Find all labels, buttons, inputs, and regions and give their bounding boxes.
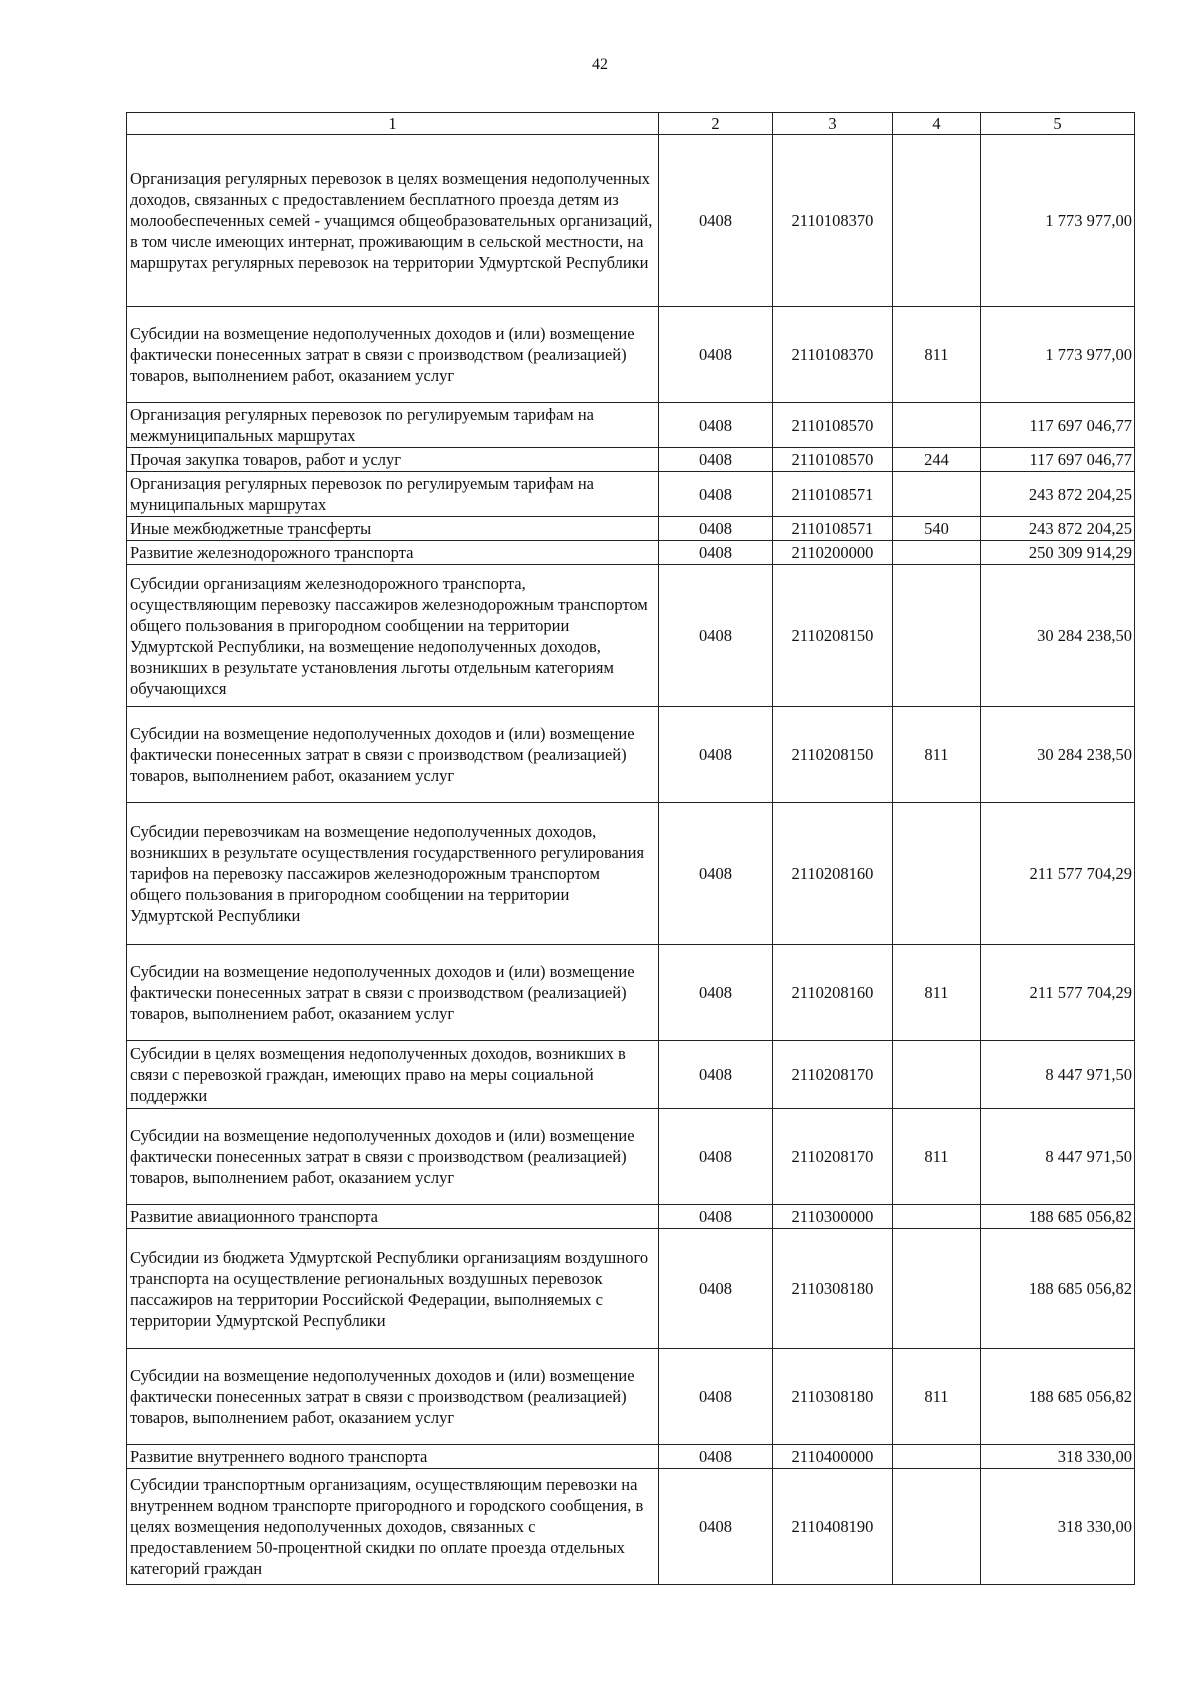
row-expense-type: 811 bbox=[893, 707, 981, 803]
row-section-code: 0408 bbox=[659, 541, 773, 565]
row-section-code: 0408 bbox=[659, 1349, 773, 1445]
table-row bbox=[127, 707, 1135, 803]
row-description: Развитие внутреннего водного транспорта bbox=[127, 1445, 659, 1469]
row-target-article: 2110108370 bbox=[773, 307, 893, 403]
row-expense-type: 540 bbox=[893, 517, 981, 541]
table-row bbox=[127, 1469, 1135, 1585]
row-section-code: 0408 bbox=[659, 565, 773, 707]
table-row bbox=[127, 803, 1135, 945]
row-amount: 243 872 204,25 bbox=[981, 472, 1135, 517]
row-description: Субсидии на возмещение недополученных доходов и (или) возмещение фактически понесенных затрат в связи с производством (реализацией) товаров, выполнением работ, оказанием услуг bbox=[127, 945, 659, 1041]
row-description: Прочая закупка товаров, работ и услуг bbox=[127, 448, 659, 472]
row-expense-type: 811 bbox=[893, 945, 981, 1041]
row-section-code: 0408 bbox=[659, 1469, 773, 1585]
row-target-article: 2110308180 bbox=[773, 1349, 893, 1445]
row-expense-type bbox=[893, 1445, 981, 1469]
row-target-article: 2110208160 bbox=[773, 945, 893, 1041]
table-row bbox=[127, 307, 1135, 403]
row-amount: 211 577 704,29 bbox=[981, 945, 1135, 1041]
row-amount: 1 773 977,00 bbox=[981, 135, 1135, 307]
table-row bbox=[127, 135, 1135, 307]
row-description: Развитие авиационного транспорта bbox=[127, 1205, 659, 1229]
row-target-article: 2110108570 bbox=[773, 448, 893, 472]
row-section-code: 0408 bbox=[659, 1205, 773, 1229]
row-target-article: 2110208160 bbox=[773, 803, 893, 945]
row-target-article: 2110108571 bbox=[773, 517, 893, 541]
row-description: Субсидии организациям железнодорожного транспорта, осуществляющим перевозку пассажиров железнодорожным транспортом общего пользования в пригородном сообщении на территории Удмуртской Республики, на возмещение недополученных доходов, возникших в результате установления льготы отдельным категориям обучающихся bbox=[127, 565, 659, 707]
row-expense-type: 811 bbox=[893, 1349, 981, 1445]
row-description: Организация регулярных перевозок по регулируемым тарифам на межмуниципальных маршрутах bbox=[127, 403, 659, 448]
header-col-4: 4 bbox=[893, 113, 981, 135]
row-expense-type bbox=[893, 1041, 981, 1109]
row-amount: 30 284 238,50 bbox=[981, 707, 1135, 803]
row-expense-type bbox=[893, 472, 981, 517]
row-section-code: 0408 bbox=[659, 1445, 773, 1469]
row-target-article: 2110400000 bbox=[773, 1445, 893, 1469]
row-section-code: 0408 bbox=[659, 403, 773, 448]
table-row bbox=[127, 472, 1135, 517]
header-col-3: 3 bbox=[773, 113, 893, 135]
row-amount: 188 685 056,82 bbox=[981, 1349, 1135, 1445]
row-amount: 211 577 704,29 bbox=[981, 803, 1135, 945]
table-row bbox=[127, 1205, 1135, 1229]
row-description: Субсидии на возмещение недополученных доходов и (или) возмещение фактически понесенных затрат в связи с производством (реализацией) товаров, выполнением работ, оказанием услуг bbox=[127, 707, 659, 803]
row-section-code: 0408 bbox=[659, 945, 773, 1041]
row-amount: 30 284 238,50 bbox=[981, 565, 1135, 707]
row-expense-type bbox=[893, 803, 981, 945]
row-description: Организация регулярных перевозок в целях возмещения недополученных доходов, связанных с предоставлением бесплатного проезда детям из молообеспеченных семей - учащимся общеобразовательных организаций, в том числе имеющих интернат, проживающим в сельской местности, на маршрутах регулярных перевозок на территории Удмуртской Республики bbox=[127, 135, 659, 307]
table-row bbox=[127, 1041, 1135, 1109]
row-target-article: 2110208150 bbox=[773, 707, 893, 803]
page-number: 42 bbox=[592, 56, 608, 73]
table-row bbox=[127, 517, 1135, 541]
row-expense-type bbox=[893, 1469, 981, 1585]
row-amount: 117 697 046,77 bbox=[981, 448, 1135, 472]
row-section-code: 0408 bbox=[659, 1041, 773, 1109]
header-col-1: 1 bbox=[127, 113, 659, 135]
row-expense-type bbox=[893, 565, 981, 707]
row-target-article: 2110200000 bbox=[773, 541, 893, 565]
table-row bbox=[127, 1349, 1135, 1445]
row-target-article: 2110208170 bbox=[773, 1041, 893, 1109]
row-expense-type: 811 bbox=[893, 307, 981, 403]
row-expense-type bbox=[893, 135, 981, 307]
row-target-article: 2110208170 bbox=[773, 1109, 893, 1205]
row-amount: 1 773 977,00 bbox=[981, 307, 1135, 403]
row-expense-type bbox=[893, 541, 981, 565]
row-description: Субсидии перевозчикам на возмещение недополученных доходов, возникших в результате осуществления государственного регулирования тарифов на перевозку пассажиров железнодорожным транспортом общего пользования в пригородном сообщении на территории Удмуртской Республики bbox=[127, 803, 659, 945]
row-description: Иные межбюджетные трансферты bbox=[127, 517, 659, 541]
budget-table bbox=[126, 112, 1135, 1585]
row-description: Субсидии в целях возмещения недополученных доходов, возникших в связи с перевозкой граждан, имеющих право на меры социальной поддержки bbox=[127, 1041, 659, 1109]
row-section-code: 0408 bbox=[659, 472, 773, 517]
row-section-code: 0408 bbox=[659, 1229, 773, 1349]
row-section-code: 0408 bbox=[659, 517, 773, 541]
row-expense-type bbox=[893, 403, 981, 448]
row-target-article: 2110108370 bbox=[773, 135, 893, 307]
row-section-code: 0408 bbox=[659, 1109, 773, 1205]
table-row bbox=[127, 541, 1135, 565]
table-row bbox=[127, 1229, 1135, 1349]
row-expense-type bbox=[893, 1205, 981, 1229]
row-description: Субсидии на возмещение недополученных доходов и (или) возмещение фактически понесенных затрат в связи с производством (реализацией) товаров, выполнением работ, оказанием услуг bbox=[127, 1349, 659, 1445]
row-amount: 318 330,00 bbox=[981, 1445, 1135, 1469]
row-section-code: 0408 bbox=[659, 707, 773, 803]
table-row bbox=[127, 565, 1135, 707]
row-description: Субсидии на возмещение недополученных доходов и (или) возмещение фактически понесенных затрат в связи с производством (реализацией) товаров, выполнением работ, оказанием услуг bbox=[127, 307, 659, 403]
row-expense-type bbox=[893, 1229, 981, 1349]
row-section-code: 0408 bbox=[659, 307, 773, 403]
row-amount: 8 447 971,50 bbox=[981, 1041, 1135, 1109]
row-target-article: 2110108570 bbox=[773, 403, 893, 448]
row-description: Организация регулярных перевозок по регулируемым тарифам на муниципальных маршрутах bbox=[127, 472, 659, 517]
row-description: Субсидии транспортным организациям, осуществляющим перевозки на внутреннем водном транспорте пригородного и городского сообщения, в целях возмещения недополученных доходов, связанных с предоставлением 50-процентной скидки по оплате проезда отдельных категорий граждан bbox=[127, 1469, 659, 1585]
row-expense-type: 811 bbox=[893, 1109, 981, 1205]
row-section-code: 0408 bbox=[659, 135, 773, 307]
table-row bbox=[127, 403, 1135, 448]
row-description: Развитие железнодорожного транспорта bbox=[127, 541, 659, 565]
row-amount: 8 447 971,50 bbox=[981, 1109, 1135, 1205]
table-row bbox=[127, 448, 1135, 472]
row-description: Субсидии из бюджета Удмуртской Республики организациям воздушного транспорта на осуществление региональных воздушных перевозок пассажиров на территории Российской Федерации, выполняемых с территории Удмуртской Республики bbox=[127, 1229, 659, 1349]
row-target-article: 2110408190 bbox=[773, 1469, 893, 1585]
header-row bbox=[127, 113, 1135, 135]
row-amount: 250 309 914,29 bbox=[981, 541, 1135, 565]
row-amount: 318 330,00 bbox=[981, 1469, 1135, 1585]
table-row bbox=[127, 1109, 1135, 1205]
row-section-code: 0408 bbox=[659, 803, 773, 945]
row-target-article: 2110108571 bbox=[773, 472, 893, 517]
row-expense-type: 244 bbox=[893, 448, 981, 472]
row-target-article: 2110208150 bbox=[773, 565, 893, 707]
row-description: Субсидии на возмещение недополученных доходов и (или) возмещение фактически понесенных затрат в связи с производством (реализацией) товаров, выполнением работ, оказанием услуг bbox=[127, 1109, 659, 1205]
row-amount: 188 685 056,82 bbox=[981, 1205, 1135, 1229]
header-col-2: 2 bbox=[659, 113, 773, 135]
table-row bbox=[127, 945, 1135, 1041]
table-row bbox=[127, 1445, 1135, 1469]
table-body bbox=[127, 135, 1135, 1585]
row-section-code: 0408 bbox=[659, 448, 773, 472]
row-amount: 188 685 056,82 bbox=[981, 1229, 1135, 1349]
row-target-article: 2110308180 bbox=[773, 1229, 893, 1349]
header-col-5: 5 bbox=[981, 113, 1135, 135]
row-amount: 243 872 204,25 bbox=[981, 517, 1135, 541]
row-target-article: 2110300000 bbox=[773, 1205, 893, 1229]
row-amount: 117 697 046,77 bbox=[981, 403, 1135, 448]
